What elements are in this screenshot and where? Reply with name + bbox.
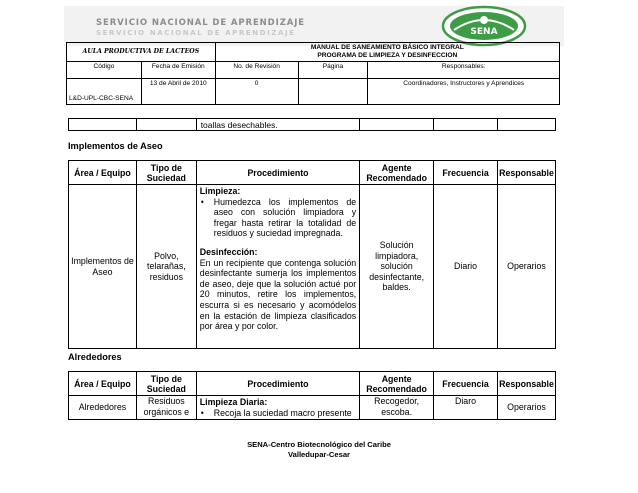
header-area: Área / Equipo	[69, 372, 137, 396]
limpieza-diaria-text: Recoja la suciedad macro presente	[213, 407, 352, 418]
header-frecuencia: Frecuencia	[434, 161, 498, 185]
header-responsable: Responsable	[497, 372, 555, 396]
desinfeccion-text: En un recipiente que contenga solución desinfectante sumerja los implementos de aseo, deje que la solución actué por 20 minutos, retire los implementos, escurra si es necesario y acomódelos en la estación de limpieza clasificados por área y por color.	[199, 257, 357, 332]
table-row	[69, 185, 556, 349]
footer-line1: SENA-Centro Biotecnológico del Caribe	[247, 440, 391, 449]
desinfeccion-label: Desinfección:	[199, 246, 258, 257]
cell-responsable: Operarios	[497, 185, 555, 349]
limpieza-text: Humedezca los implementos de aseo con solución limpiadora y fregar hasta retirar la totalidad de residuos y suciedad impregnada.	[213, 196, 357, 239]
header-agente: Agente Recomendado	[360, 161, 434, 185]
cell-agente: Solución limpiadora, solución desinfectante, baldes.	[360, 185, 434, 349]
section-title-implementos: Implementos de Aseo	[68, 141, 163, 151]
footer-line2: Valledupar-Cesar	[287, 450, 351, 459]
val-pagina	[298, 79, 368, 105]
section-title-alrededores: Alrededores	[68, 352, 122, 362]
continuation-text: toallas desechables.	[196, 119, 360, 131]
col-revision: No. de Revisión	[215, 62, 298, 79]
svg-text:SENA: SENA	[470, 27, 498, 37]
val-codigo: L&D-UPL-CBC-SENA	[67, 79, 142, 105]
continuation-table	[68, 118, 556, 131]
manual-title-line2: PROGRAMA DE LIMPIEZA Y DESINFECCION	[317, 52, 458, 59]
cell-agente: Recogedor, escoba.	[360, 396, 434, 420]
col-pagina: Página	[298, 62, 368, 79]
cell-responsable: Operarios	[497, 396, 555, 420]
list-item	[200, 197, 356, 239]
header-agente: Agente Recomendado	[360, 372, 434, 396]
header-procedimiento: Procedimiento	[196, 372, 359, 396]
cell-suciedad: Residuos orgánicos e	[136, 396, 196, 420]
aula-title: AULA PRODUCTIVA DE LACTEOS	[67, 43, 216, 62]
cell-area: Alrededores	[69, 396, 137, 420]
header-procedimiento: Procedimiento	[196, 161, 359, 185]
cell-frecuencia: Diario	[434, 185, 498, 349]
cell-procedimiento	[196, 396, 359, 420]
header-area: Área / Equipo	[69, 161, 137, 185]
alrededores-table	[68, 371, 556, 420]
val-revision: 0	[215, 79, 298, 105]
col-codigo: Código	[67, 62, 142, 79]
limpieza-label: Limpieza:	[199, 186, 241, 196]
manual-title	[215, 43, 559, 62]
cell-procedimiento	[196, 185, 359, 349]
cell-frecuencia: Diaro	[434, 396, 498, 420]
cell-suciedad: Polvo, telarañas, residuos	[136, 185, 196, 349]
document-header-table	[66, 42, 560, 105]
limpieza-diaria-label: Limpieza Diaria:	[199, 397, 268, 407]
banner-title-reflection: SERVICIO NACIONAL DE APRENDIZAJE	[96, 29, 296, 37]
header-responsable: Responsable	[497, 161, 555, 185]
header-suciedad: Tipo de Suciedad	[136, 161, 196, 185]
val-fecha: 13 de Abril de 2010	[141, 79, 215, 105]
header-suciedad: Tipo de Suciedad	[136, 372, 196, 396]
page-footer	[0, 440, 638, 460]
table-row	[69, 396, 556, 420]
val-responsables: Coordinadores, Instructores y Aprendices	[368, 79, 560, 105]
header-frecuencia: Frecuencia	[434, 372, 498, 396]
implementos-table	[68, 160, 556, 349]
col-fecha: Fecha de Emisión	[141, 62, 215, 79]
bullet-icon: •	[200, 407, 204, 418]
col-responsables: Responsables:	[368, 62, 560, 79]
manual-title-line1: MANUAL DE SANEAMIENTO BÁSICO INTEGRAL	[310, 44, 464, 51]
banner-title: SERVICIO NACIONAL DE APRENDIZAJE	[96, 18, 306, 28]
list-item	[200, 408, 356, 419]
cell-area: Implementos de Aseo	[69, 185, 137, 349]
bullet-icon: •	[200, 196, 204, 207]
